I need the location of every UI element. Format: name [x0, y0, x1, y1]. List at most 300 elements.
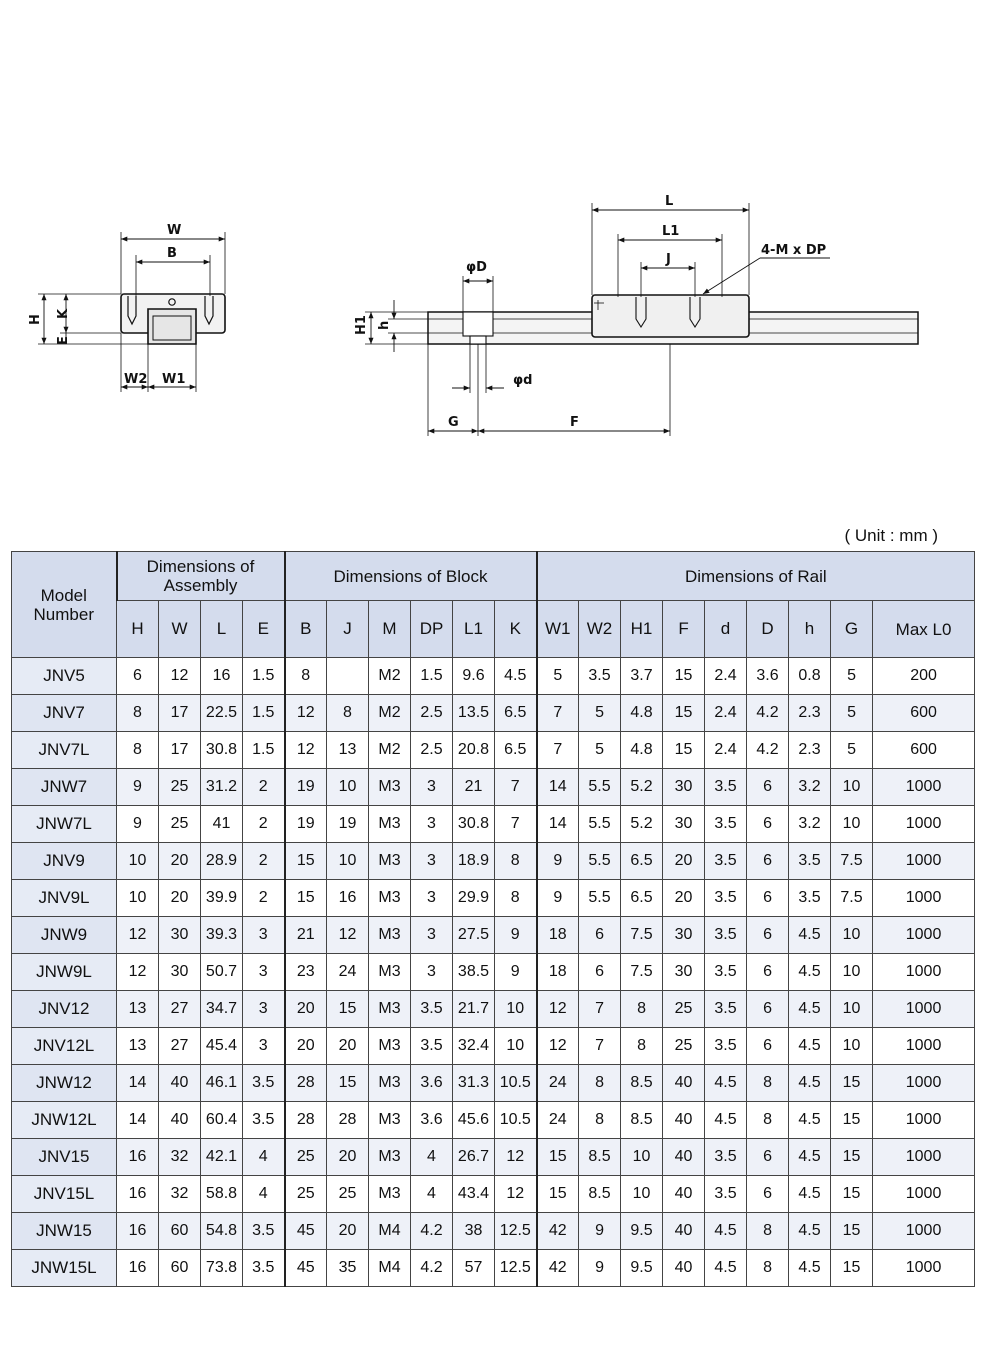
cell-d: 2.4 — [705, 658, 747, 695]
cell-w1: 42 — [537, 1213, 579, 1250]
cell-e: 3.5 — [243, 1213, 285, 1250]
cell-e: 3 — [243, 1028, 285, 1065]
cell-j: 20 — [327, 1213, 369, 1250]
cell-k: 4.5 — [495, 658, 537, 695]
column-header-d: d — [705, 601, 747, 658]
model-cell: JNV12L — [12, 1028, 117, 1065]
cell-l: 28.9 — [201, 843, 243, 880]
cell-j: 10 — [327, 843, 369, 880]
column-header-h1: H1 — [621, 601, 663, 658]
cell-h: 4.5 — [789, 954, 831, 991]
table-row — [12, 769, 975, 806]
cell-e: 2 — [243, 843, 285, 880]
cell-w2: 3.5 — [579, 658, 621, 695]
table-row — [12, 806, 975, 843]
cell-h: 12 — [117, 917, 159, 954]
cell-l1: 32.4 — [453, 1028, 495, 1065]
table-row — [12, 880, 975, 917]
cell-l1: 9.6 — [453, 658, 495, 695]
cell-l0: 1000 — [873, 1139, 975, 1176]
cell-e: 4 — [243, 1139, 285, 1176]
cell-d: 6 — [747, 769, 789, 806]
cell-w1: 7 — [537, 732, 579, 769]
column-header-dp: DP — [411, 601, 453, 658]
cell-dp: 4 — [411, 1176, 453, 1213]
cell-l1: 21.7 — [453, 991, 495, 1028]
cell-w2: 6 — [579, 917, 621, 954]
table-row — [12, 843, 975, 880]
cell-m: M2 — [369, 695, 411, 732]
cell-f: 30 — [663, 954, 705, 991]
cell-w1: 18 — [537, 954, 579, 991]
cell-d: 3.5 — [705, 769, 747, 806]
cell-h: 3.5 — [789, 843, 831, 880]
cell-h: 2.3 — [789, 695, 831, 732]
cell-h: 0.8 — [789, 658, 831, 695]
cell-w2: 8 — [579, 1102, 621, 1139]
cell-d: 3.5 — [705, 1176, 747, 1213]
model-cell: JNW12L — [12, 1102, 117, 1139]
label-phid: φd — [513, 373, 533, 388]
cell-dp: 4.2 — [411, 1250, 453, 1287]
cell-h1: 7.5 — [621, 954, 663, 991]
cell-dp: 4 — [411, 1139, 453, 1176]
label-H1: H1 — [354, 315, 369, 335]
cell-h: 6 — [117, 658, 159, 695]
cell-d: 3.5 — [705, 880, 747, 917]
cell-j: 13 — [327, 732, 369, 769]
cell-k: 6.5 — [495, 732, 537, 769]
table-row — [12, 1065, 975, 1102]
cell-h: 13 — [117, 1028, 159, 1065]
cell-l0: 1000 — [873, 1102, 975, 1139]
cell-g: 15 — [831, 1065, 873, 1102]
cell-h1: 5.2 — [621, 769, 663, 806]
cell-d: 3.5 — [705, 806, 747, 843]
column-header-h: h — [789, 601, 831, 658]
cell-w2: 5 — [579, 695, 621, 732]
cell-b: 45 — [285, 1213, 327, 1250]
cell-k: 9 — [495, 917, 537, 954]
cell-h: 14 — [117, 1065, 159, 1102]
cell-f: 40 — [663, 1176, 705, 1213]
cell-l0: 1000 — [873, 991, 975, 1028]
column-header-d: D — [747, 601, 789, 658]
cell-w: 60 — [159, 1213, 201, 1250]
cell-b: 20 — [285, 991, 327, 1028]
table-row — [12, 1176, 975, 1213]
cell-l0: 1000 — [873, 806, 975, 843]
model-cell: JNW15L — [12, 1250, 117, 1287]
cell-w2: 5.5 — [579, 769, 621, 806]
label-phiD: φD — [466, 260, 487, 275]
cell-h1: 9.5 — [621, 1250, 663, 1287]
cell-g: 15 — [831, 1176, 873, 1213]
cell-h1: 8 — [621, 1028, 663, 1065]
cell-l: 45.4 — [201, 1028, 243, 1065]
label-h: h — [377, 320, 392, 330]
cell-l0: 1000 — [873, 843, 975, 880]
cell-h: 8 — [117, 732, 159, 769]
cell-b: 12 — [285, 732, 327, 769]
model-cell: JNV7L — [12, 732, 117, 769]
cell-w1: 24 — [537, 1065, 579, 1102]
cell-f: 30 — [663, 917, 705, 954]
cell-h: 4.5 — [789, 1028, 831, 1065]
cell-k: 12 — [495, 1176, 537, 1213]
cell-m: M3 — [369, 1139, 411, 1176]
cell-f: 20 — [663, 843, 705, 880]
cell-b: 23 — [285, 954, 327, 991]
cell-m: M3 — [369, 917, 411, 954]
cell-h: 12 — [117, 954, 159, 991]
cell-h1: 6.5 — [621, 843, 663, 880]
cell-j: 8 — [327, 695, 369, 732]
cell-w1: 5 — [537, 658, 579, 695]
cell-dp: 3 — [411, 917, 453, 954]
cell-j: 12 — [327, 917, 369, 954]
cell-d: 3.5 — [705, 1028, 747, 1065]
column-header-k: K — [495, 601, 537, 658]
cell-d: 8 — [747, 1213, 789, 1250]
table-row — [12, 695, 975, 732]
cell-d: 4.2 — [747, 732, 789, 769]
cell-m: M3 — [369, 769, 411, 806]
model-cell: JNV9L — [12, 880, 117, 917]
cell-dp: 3.6 — [411, 1065, 453, 1102]
cell-l0: 1000 — [873, 917, 975, 954]
cell-w: 60 — [159, 1250, 201, 1287]
cell-b: 21 — [285, 917, 327, 954]
cell-b: 8 — [285, 658, 327, 695]
cell-f: 25 — [663, 991, 705, 1028]
cell-l: 60.4 — [201, 1102, 243, 1139]
label-L1: L1 — [662, 224, 680, 239]
cell-d: 2.4 — [705, 695, 747, 732]
cell-dp: 4.2 — [411, 1213, 453, 1250]
cell-h: 3.2 — [789, 806, 831, 843]
cell-k: 12.5 — [495, 1250, 537, 1287]
cell-dp: 3 — [411, 954, 453, 991]
label-E: E — [56, 336, 71, 345]
cell-g: 15 — [831, 1102, 873, 1139]
table-row — [12, 1028, 975, 1065]
cell-e: 3.5 — [243, 1065, 285, 1102]
cell-d: 6 — [747, 917, 789, 954]
cell-l0: 1000 — [873, 954, 975, 991]
technical-drawing — [0, 0, 1000, 520]
cell-k: 12 — [495, 1139, 537, 1176]
cell-w: 40 — [159, 1065, 201, 1102]
cell-w1: 9 — [537, 843, 579, 880]
cell-l: 39.9 — [201, 880, 243, 917]
cell-w1: 18 — [537, 917, 579, 954]
cell-b: 20 — [285, 1028, 327, 1065]
cell-h: 13 — [117, 991, 159, 1028]
side-view — [365, 203, 918, 436]
label-L: L — [665, 194, 674, 209]
cell-h1: 8.5 — [621, 1102, 663, 1139]
model-cell: JNV12 — [12, 991, 117, 1028]
cell-e: 2 — [243, 806, 285, 843]
cell-l1: 29.9 — [453, 880, 495, 917]
cell-k: 9 — [495, 954, 537, 991]
cell-d: 3.6 — [747, 658, 789, 695]
cell-h: 4.5 — [789, 1250, 831, 1287]
column-header-m: M — [369, 601, 411, 658]
cell-f: 30 — [663, 806, 705, 843]
cell-h1: 6.5 — [621, 880, 663, 917]
cell-g: 10 — [831, 806, 873, 843]
cell-w: 12 — [159, 658, 201, 695]
label-W: W — [167, 223, 182, 238]
table-row — [12, 1102, 975, 1139]
model-cell: JNV7 — [12, 695, 117, 732]
cell-e: 2 — [243, 880, 285, 917]
cell-f: 40 — [663, 1213, 705, 1250]
model-cell: JNW7 — [12, 769, 117, 806]
cell-f: 30 — [663, 769, 705, 806]
cell-w2: 7 — [579, 991, 621, 1028]
cell-l1: 13.5 — [453, 695, 495, 732]
cell-m: M2 — [369, 658, 411, 695]
cell-l0: 1000 — [873, 1176, 975, 1213]
header-group-block: Dimensions of Block — [285, 552, 537, 601]
cell-f: 40 — [663, 1065, 705, 1102]
column-header-l0: Max L0 — [873, 601, 975, 658]
table-row — [12, 658, 975, 695]
cell-d: 4.5 — [705, 1250, 747, 1287]
cell-m: M3 — [369, 1028, 411, 1065]
cell-b: 19 — [285, 806, 327, 843]
spec-table — [11, 551, 975, 1287]
model-cell: JNW9 — [12, 917, 117, 954]
cell-f: 15 — [663, 695, 705, 732]
cell-h: 2.3 — [789, 732, 831, 769]
cell-l0: 600 — [873, 695, 975, 732]
cell-e: 3.5 — [243, 1102, 285, 1139]
cell-l: 54.8 — [201, 1213, 243, 1250]
cell-j: 16 — [327, 880, 369, 917]
cell-h: 4.5 — [789, 1213, 831, 1250]
cell-l: 31.2 — [201, 769, 243, 806]
cell-m: M3 — [369, 806, 411, 843]
cell-h1: 7.5 — [621, 917, 663, 954]
cell-b: 15 — [285, 880, 327, 917]
cell-d: 4.5 — [705, 1065, 747, 1102]
cell-h: 10 — [117, 880, 159, 917]
cell-d: 6 — [747, 806, 789, 843]
cell-h: 4.5 — [789, 991, 831, 1028]
cell-h: 3.5 — [789, 880, 831, 917]
cell-w2: 6 — [579, 954, 621, 991]
model-cell: JNW15 — [12, 1213, 117, 1250]
cell-h: 9 — [117, 769, 159, 806]
cell-g: 7.5 — [831, 880, 873, 917]
cell-w: 20 — [159, 880, 201, 917]
cell-d: 4.5 — [705, 1102, 747, 1139]
cell-m: M3 — [369, 954, 411, 991]
cell-l1: 27.5 — [453, 917, 495, 954]
label-H: H — [28, 314, 43, 325]
cell-h: 9 — [117, 806, 159, 843]
cell-w2: 8.5 — [579, 1176, 621, 1213]
cell-w2: 5.5 — [579, 880, 621, 917]
cell-l1: 31.3 — [453, 1065, 495, 1102]
cell-h1: 8.5 — [621, 1065, 663, 1102]
cell-f: 15 — [663, 658, 705, 695]
table-row — [12, 1139, 975, 1176]
cell-h: 16 — [117, 1139, 159, 1176]
cell-j: 35 — [327, 1250, 369, 1287]
cell-h: 10 — [117, 843, 159, 880]
cell-f: 25 — [663, 1028, 705, 1065]
cell-h: 16 — [117, 1176, 159, 1213]
cell-l0: 1000 — [873, 1028, 975, 1065]
cell-e: 1.5 — [243, 732, 285, 769]
cell-d: 2.4 — [705, 732, 747, 769]
cell-d: 6 — [747, 991, 789, 1028]
cell-l: 34.7 — [201, 991, 243, 1028]
cell-e: 3.5 — [243, 1250, 285, 1287]
cell-h: 8 — [117, 695, 159, 732]
cell-h: 4.5 — [789, 1065, 831, 1102]
cell-d: 4.5 — [705, 1213, 747, 1250]
cell-h: 3.2 — [789, 769, 831, 806]
cell-h1: 3.7 — [621, 658, 663, 695]
cell-f: 20 — [663, 880, 705, 917]
label-J: J — [666, 252, 671, 267]
cell-b: 28 — [285, 1102, 327, 1139]
label-W1: W1 — [162, 372, 186, 387]
cell-d: 6 — [747, 1028, 789, 1065]
label-G: G — [448, 415, 459, 430]
cell-l: 22.5 — [201, 695, 243, 732]
cell-dp: 1.5 — [411, 658, 453, 695]
cell-j: 28 — [327, 1102, 369, 1139]
header-group-rail: Dimensions of Rail — [537, 552, 975, 601]
cell-k: 12.5 — [495, 1213, 537, 1250]
cell-m: M3 — [369, 880, 411, 917]
cell-f: 40 — [663, 1102, 705, 1139]
cell-w: 17 — [159, 695, 201, 732]
cell-d: 6 — [747, 843, 789, 880]
cell-h1: 9.5 — [621, 1213, 663, 1250]
cell-g: 5 — [831, 658, 873, 695]
cell-k: 10 — [495, 1028, 537, 1065]
cell-dp: 3.5 — [411, 1028, 453, 1065]
cell-j: 19 — [327, 806, 369, 843]
cell-w2: 5.5 — [579, 843, 621, 880]
cell-h1: 4.8 — [621, 732, 663, 769]
cell-d: 3.5 — [705, 1139, 747, 1176]
cell-w1: 14 — [537, 806, 579, 843]
table-row — [12, 991, 975, 1028]
cell-w1: 14 — [537, 769, 579, 806]
model-cell: JNW9L — [12, 954, 117, 991]
cell-h1: 4.8 — [621, 695, 663, 732]
column-header-e: E — [243, 601, 285, 658]
cell-g: 10 — [831, 1028, 873, 1065]
cell-l: 50.7 — [201, 954, 243, 991]
cell-w1: 42 — [537, 1250, 579, 1287]
cell-f: 40 — [663, 1250, 705, 1287]
cell-g: 5 — [831, 695, 873, 732]
cell-l0: 1000 — [873, 880, 975, 917]
column-header-w1: W1 — [537, 601, 579, 658]
cell-m: M3 — [369, 843, 411, 880]
cell-w2: 5.5 — [579, 806, 621, 843]
cell-g: 10 — [831, 991, 873, 1028]
cell-k: 10.5 — [495, 1102, 537, 1139]
cell-w2: 8 — [579, 1065, 621, 1102]
cell-g: 10 — [831, 917, 873, 954]
cell-w2: 9 — [579, 1250, 621, 1287]
cell-w: 25 — [159, 806, 201, 843]
cell-e: 3 — [243, 917, 285, 954]
cell-j: 15 — [327, 1065, 369, 1102]
cell-k: 10.5 — [495, 1065, 537, 1102]
cell-d: 6 — [747, 954, 789, 991]
column-header-g: G — [831, 601, 873, 658]
cell-l: 30.8 — [201, 732, 243, 769]
model-cell: JNV9 — [12, 843, 117, 880]
column-header-l1: L1 — [453, 601, 495, 658]
table-row — [12, 732, 975, 769]
model-cell: JNW12 — [12, 1065, 117, 1102]
cell-e: 2 — [243, 769, 285, 806]
cell-l: 58.8 — [201, 1176, 243, 1213]
cell-j — [327, 658, 369, 695]
cell-m: M4 — [369, 1213, 411, 1250]
cell-l1: 38 — [453, 1213, 495, 1250]
cell-l1: 18.9 — [453, 843, 495, 880]
cell-l1: 38.5 — [453, 954, 495, 991]
cell-h: 4.5 — [789, 1139, 831, 1176]
cell-d: 3.5 — [705, 917, 747, 954]
cell-g: 7.5 — [831, 843, 873, 880]
cell-m: M3 — [369, 1102, 411, 1139]
cell-l1: 57 — [453, 1250, 495, 1287]
cell-h: 4.5 — [789, 1176, 831, 1213]
cell-w1: 24 — [537, 1102, 579, 1139]
cell-h1: 8 — [621, 991, 663, 1028]
cell-l: 41 — [201, 806, 243, 843]
cell-dp: 3.5 — [411, 991, 453, 1028]
header-model-number: Model Number — [12, 552, 117, 658]
cell-w: 25 — [159, 769, 201, 806]
cell-l0: 1000 — [873, 1065, 975, 1102]
cell-h: 4.5 — [789, 1102, 831, 1139]
cell-w: 40 — [159, 1102, 201, 1139]
cell-f: 15 — [663, 732, 705, 769]
cell-w1: 9 — [537, 880, 579, 917]
cell-m: M3 — [369, 1176, 411, 1213]
cell-b: 28 — [285, 1065, 327, 1102]
label-W2: W2 — [124, 372, 148, 387]
cell-l1: 26.7 — [453, 1139, 495, 1176]
cell-w2: 7 — [579, 1028, 621, 1065]
cell-l1: 45.6 — [453, 1102, 495, 1139]
cell-k: 7 — [495, 769, 537, 806]
label-K: K — [56, 308, 71, 319]
table-row — [12, 1250, 975, 1287]
table-row — [12, 954, 975, 991]
cell-m: M3 — [369, 991, 411, 1028]
cell-w: 27 — [159, 991, 201, 1028]
cell-d: 6 — [747, 1176, 789, 1213]
cell-d: 8 — [747, 1250, 789, 1287]
